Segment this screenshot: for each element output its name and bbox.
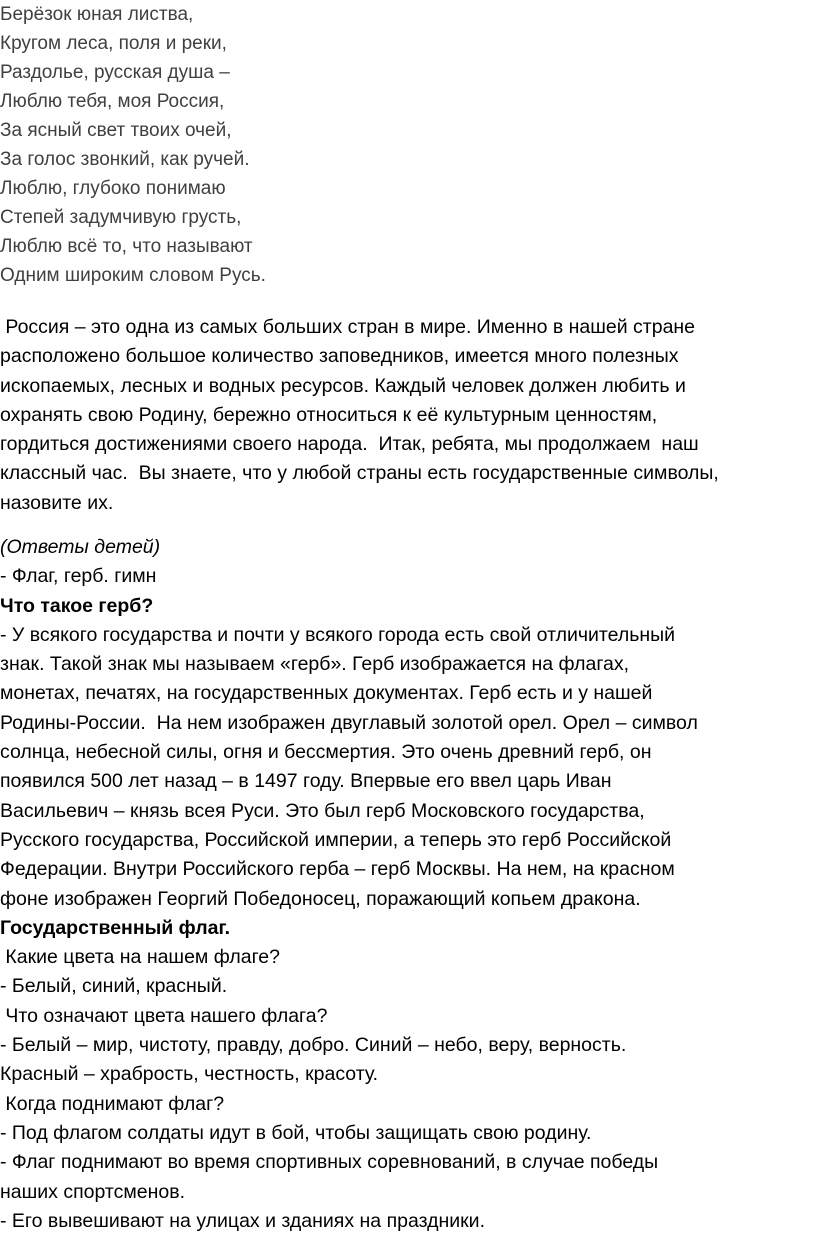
poem-line: Кругом леса, поля и реки, [0, 33, 227, 54]
paragraph-line: - Белый – мир, чистоту, правду, добро. Синий – небо, веру, верность. [0, 1034, 627, 1057]
paragraph-line: Россия – это одна из самых больших стран в мире. Именно в нашей стране [0, 316, 696, 338]
poem [0, 0, 816, 290]
children-answers-label: (Ответы детей) [0, 536, 161, 558]
paragraph-line: ископаемых, лесных и водных ресурсов. Каждый человек должен любить и [0, 374, 686, 397]
paragraph-line: появился 500 лет назад – в 1497 году. Впервые его ввел царь Иван [0, 770, 612, 793]
paragraph-line: Красный – храбрость, честность, красоту. [0, 1063, 379, 1086]
paragraph-line: классный час. Вы знаете, что у любой страны есть государственные символы, [0, 462, 719, 485]
intro-paragraph [0, 313, 816, 518]
lesson-content [0, 533, 816, 1236]
children-answer: - Флаг, герб. гимн [0, 565, 157, 588]
coat-of-arms-heading: Что такое герб? [0, 594, 154, 617]
poem-line: Берёзок юная листва, [0, 4, 194, 25]
poem-line: Раздолье, русская душа – [0, 62, 230, 83]
paragraph-line: - Флаг поднимают во время спортивных соревнований, в случае победы [0, 1151, 659, 1174]
paragraph-line: солнца, небесной силы, огня и бессмертия. Это очень древний герб, он [0, 741, 652, 764]
paragraph-line: знак. Такой знак мы называем «герб». Герб изображается на флагах, [0, 653, 630, 676]
coat-of-arms-text [0, 621, 816, 914]
paragraph-line: - Его вывешивают на улицах и зданиях на праздники. [0, 1209, 485, 1232]
paragraph-line: Родины-России. На нем изображен двуглавый золотой орел. Орел – символ [0, 711, 698, 734]
paragraph-line: Федерации. Внутри Российского герба – герб Москвы. На нем, на красном [0, 858, 675, 881]
poem-line: Люблю всё то, что называют [0, 236, 253, 257]
paragraph-line: наших спортсменов. [0, 1180, 185, 1203]
poem-line: Степей задумчивую грусть, [0, 207, 242, 228]
paragraph-line: - Под флагом солдаты идут в бой, чтобы защищать свою родину. [0, 1121, 592, 1144]
paragraph-line: - Белый, синий, красный. [0, 975, 228, 998]
paragraph-line: - У всякого государства и почти у всякого города есть свой отличительный [0, 623, 676, 646]
poem-line: Люблю, глубоко понимаю [0, 178, 226, 199]
poem-line: Одним широким словом Русь. [0, 265, 266, 286]
paragraph-line: Какие цвета на нашем флаге? [0, 946, 280, 969]
flag-heading: Государственный флаг. [0, 916, 231, 939]
paragraph-line: расположено большое количество заповедников, имеется много полезных [0, 345, 679, 368]
paragraph-line: назовите их. [0, 491, 114, 514]
flag-text [0, 943, 816, 1236]
paragraph-line: охранять свою Родину, бережно относиться к её культурным ценностям, [0, 403, 658, 426]
paragraph-line: монетах, печатях, на государственных документах. Герб есть и у нашей [0, 682, 653, 705]
paragraph-line: Русского государства, Российской империи, а теперь это герб Российской [0, 828, 672, 851]
paragraph-line: Что означают цвета нашего флага? [0, 1004, 328, 1027]
poem-line: За ясный свет твоих очей, [0, 120, 232, 141]
paragraph-line: гордиться достижениями своего народа. Итак, ребята, мы продолжаем наш [0, 433, 699, 456]
poem-line: За голос звонкий, как ручей. [0, 149, 250, 170]
paragraph-line: Васильевич – князь всея Руси. Это был герб Московского государства, [0, 799, 645, 822]
paragraph-line: Когда поднимают флаг? [0, 1092, 225, 1115]
paragraph-line: фоне изображен Георгий Победоносец, поражающий копьем дракона. [0, 887, 641, 910]
poem-line: Люблю тебя, моя Россия, [0, 91, 225, 112]
